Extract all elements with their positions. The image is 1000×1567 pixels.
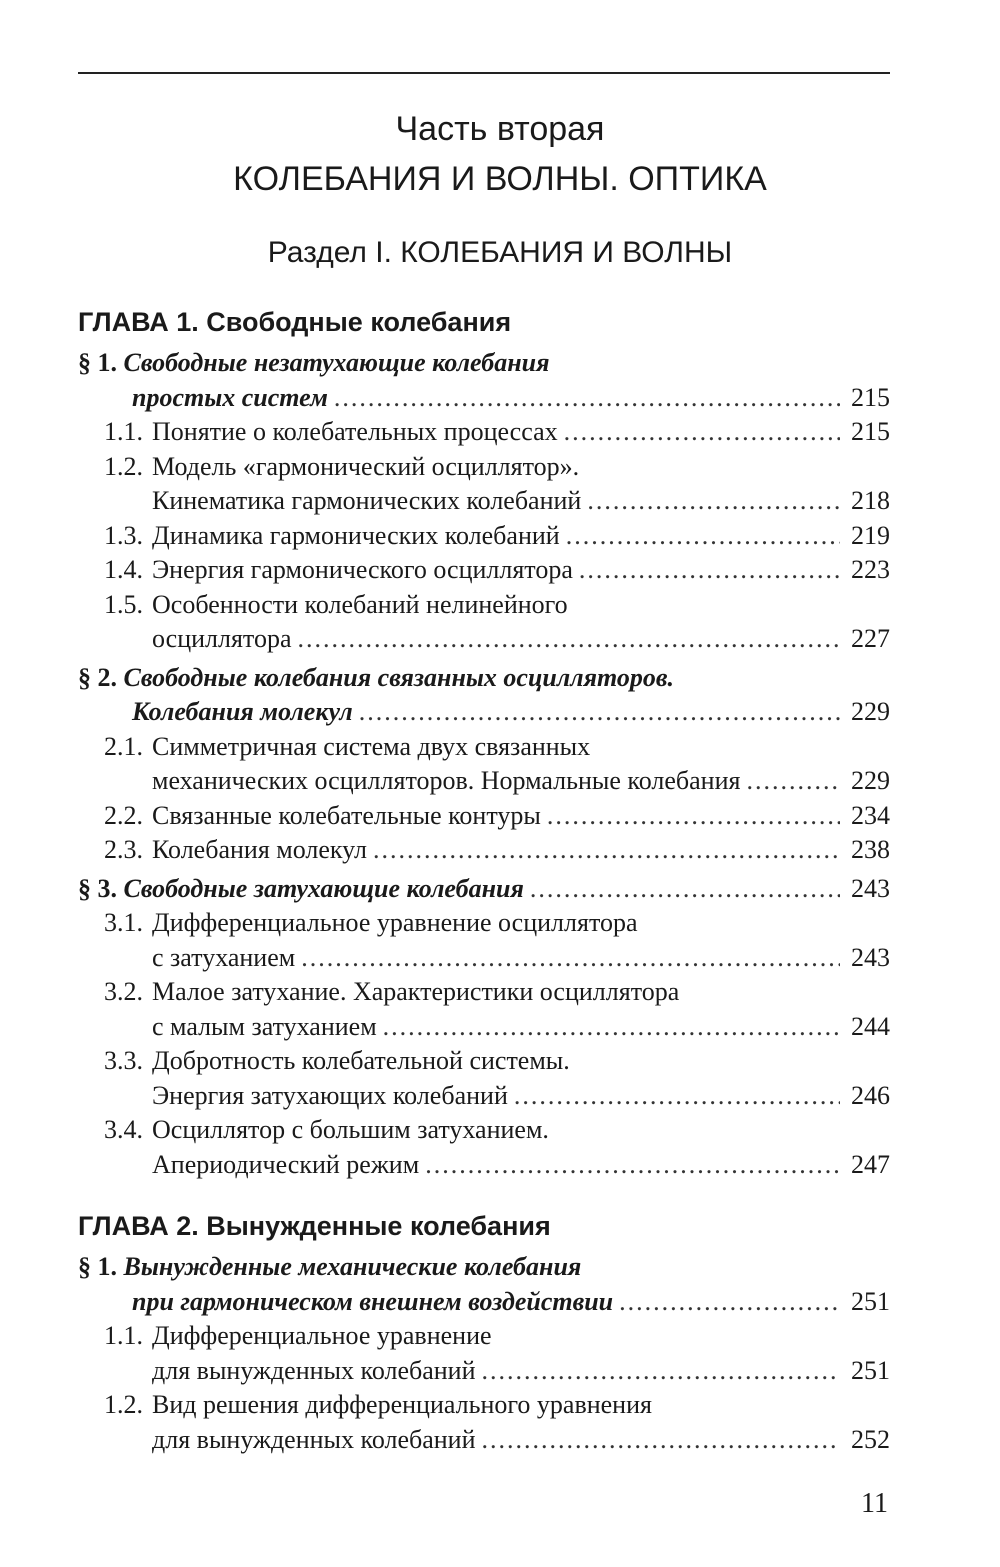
paragraph-title: Вынужденные механические колебания [123,1252,582,1281]
page-ref: 219 [851,520,890,550]
subsection-title-cont: для вынужденных колебаний [152,1424,476,1454]
paragraph-heading[interactable] [78,872,890,907]
subsection-title-cont: с малым затуханием [152,1011,377,1041]
paragraph-heading[interactable] [78,1250,890,1285]
subsection-title: Добротность колебательной системы. [152,1046,570,1075]
subsection-label [104,975,679,1010]
leader-dots [514,1079,840,1114]
subsection-title: Колебания молекул [152,835,367,864]
subsection-entry-cont[interactable] [78,1079,890,1114]
subsection-number: 1.1. [104,1321,143,1350]
toc-paragraph [78,346,890,657]
subsection-number: 3.1. [104,908,143,937]
subsection-entry[interactable] [78,588,890,623]
table-of-contents [78,300,890,1457]
page-ref: 229 [851,766,890,795]
top-rule [78,72,890,74]
subsection-label [104,906,638,941]
subsection-title-cont: для вынужденных колебаний [152,1355,476,1385]
page-ref: 223 [851,555,890,584]
paragraph-heading-cont[interactable] [78,695,890,730]
subsection-title: Малое затухание. Характеристики осциллятора [152,977,680,1006]
subsection-entry[interactable] [78,1388,890,1423]
subsection-title-cont: Кинематика гармонических колебаний [152,486,582,515]
page-ref: 238 [851,835,890,864]
subsection-label [104,588,568,623]
paragraph-label [78,1250,581,1285]
paragraph-title-cont: Колебания молекул [132,697,353,726]
subsection-title-cont: Энергия затухающих колебаний [152,1080,508,1110]
leader-dots [425,1148,840,1183]
leader-dots [482,1354,840,1389]
paragraph-title-cont: при гармоническом внешнем воздействии [132,1286,614,1316]
leader-dots [334,381,840,416]
subsection-title: Динамика гармонических колебаний [152,520,560,550]
paragraph-number: § 3. [78,873,117,903]
subsection-label [104,519,560,554]
subsection-label [104,1044,570,1079]
leader-dots [373,833,840,868]
subsection-entry[interactable] [78,799,890,834]
subsection-number: 1.3. [104,520,143,550]
subsection-number: 2.1. [104,731,143,761]
page-ref: 218 [851,486,890,515]
paragraph-heading[interactable] [78,661,890,696]
paragraph-heading[interactable] [78,346,890,381]
paragraph-title: Свободные затухающие колебания [123,873,524,903]
subsection-entry[interactable] [78,1044,890,1079]
paragraph-label [78,661,674,696]
subsection-entry-cont[interactable] [78,1423,890,1458]
leader-dots [579,553,840,588]
subsection-number: 1.2. [104,451,143,481]
paragraph-title: Свободные незатухающие колебания [123,348,550,377]
subsection-label [104,833,367,868]
leader-dots [619,1285,840,1320]
subsection-label [104,799,541,834]
subsection-number: 1.2. [104,1390,143,1419]
paragraph-title-cont: простых систем [132,382,328,412]
subsection-number: 3.3. [104,1046,143,1075]
subsection-label [104,1319,492,1354]
page-ref: 252 [851,1424,890,1454]
page-ref: 243 [851,873,890,903]
subsection-entry-cont[interactable] [78,1010,890,1045]
subsection-number: 1.5. [104,589,143,619]
chapter-title[interactable]: ГЛАВА 1. Свободные колебания [78,307,512,337]
section-title: Раздел I. КОЛЕБАНИЯ И ВОЛНЫ [267,236,733,269]
subsection-entry-cont[interactable] [78,1148,890,1183]
subsection-number: 1.1. [104,417,143,446]
subsection-number: 3.4. [104,1115,143,1144]
subsection-title-cont: с затуханием [152,942,296,972]
leader-dots [547,799,840,834]
toc-paragraph [78,661,890,868]
subsection-entry[interactable] [78,553,890,588]
paragraph-title: Свободные колебания связанных осцилляторов. [123,662,674,692]
subsection-title-cont: Апериодический режим [152,1149,420,1179]
subsection-entry[interactable] [78,519,890,554]
leader-dots [297,622,840,657]
leader-dots [587,484,840,519]
page-ref: 244 [851,1011,890,1041]
subsection-label [104,1113,549,1148]
leader-dots [482,1423,840,1458]
page-ref: 243 [851,942,890,972]
subsection-entry-cont[interactable] [78,484,890,519]
subsection-entry-cont[interactable] [78,764,890,799]
subsection-label [104,415,558,450]
subsection-title: Дифференциальное уравнение [152,1321,492,1350]
subsection-label [104,553,573,588]
leader-dots [301,941,840,976]
toc-paragraph [78,1250,890,1457]
leader-dots [566,519,840,554]
subsection-entry[interactable] [78,833,890,868]
leader-dots [746,764,840,799]
subsection-title: Понятие о колебательных процессах [152,417,558,446]
page-ref: 234 [851,800,890,830]
page-ref: 229 [851,697,890,726]
subsection-label [104,1388,652,1423]
paragraph-number: § 1. [78,1252,117,1281]
leader-dots [383,1010,840,1045]
page-ref: 227 [851,624,890,653]
subsection-number: 2.3. [104,835,143,864]
subsection-title: Энергия гармонического осциллятора [152,555,573,584]
subsection-title: Модель «гармонический осциллятор». [152,451,580,481]
paragraph-label [78,346,550,381]
subsection-number: 3.2. [104,977,143,1006]
part-subtitle: КОЛЕБАНИЯ И ВОЛНЫ. ОПТИКА [233,160,767,198]
page-ref: 246 [851,1080,890,1110]
subsection-title: Особенности колебаний нелинейного [152,589,568,619]
subsection-title: Осциллятор с большим затуханием. [152,1115,549,1144]
leader-dots [530,872,840,907]
subsection-entry[interactable] [78,975,890,1010]
subsection-title: Вид решения дифференциального уравнения [152,1390,652,1419]
paragraph-number: § 2. [78,662,117,692]
subsection-entry[interactable] [78,906,890,941]
page-ref: 251 [851,1286,890,1316]
subsection-title: Связанные колебательные контуры [152,800,541,830]
subsection-number: 2.2. [104,800,143,830]
chapter-title[interactable]: ГЛАВА 2. Вынужденные колебания [78,1211,551,1241]
toc-paragraph [78,872,890,1183]
leader-dots [359,695,840,730]
subsection-entry[interactable] [78,415,890,450]
subsection-entry[interactable] [78,730,890,765]
page-number: 11 [861,1488,888,1519]
subsection-number: 1.4. [104,555,143,584]
subsection-title: Симметричная система двух связанных [152,731,591,761]
page-ref: 215 [851,417,890,446]
subsection-label [104,450,579,485]
subsection-entry[interactable] [78,450,890,485]
paragraph-heading-cont[interactable] [78,381,890,416]
subsection-title-cont: механических осцилляторов. Нормальные колебания [152,766,741,795]
paragraph-heading-cont[interactable] [78,1285,890,1320]
subsection-label [104,730,590,765]
leader-dots [564,415,840,450]
subsection-entry-cont[interactable] [78,941,890,976]
part-title: Часть вторая [395,110,605,148]
subsection-entry[interactable] [78,1113,890,1148]
paragraph-number: § 1. [78,348,117,377]
paragraph-label [78,872,524,907]
page-ref: 251 [851,1355,890,1385]
subsection-entry-cont[interactable] [78,1354,890,1389]
subsection-entry-cont[interactable] [78,622,890,657]
page-ref: 247 [851,1149,890,1179]
subsection-entry[interactable] [78,1319,890,1354]
subsection-title: Дифференциальное уравнение осциллятора [152,908,638,937]
subsection-title-cont: осциллятора [152,624,292,653]
page-ref: 215 [851,382,890,412]
